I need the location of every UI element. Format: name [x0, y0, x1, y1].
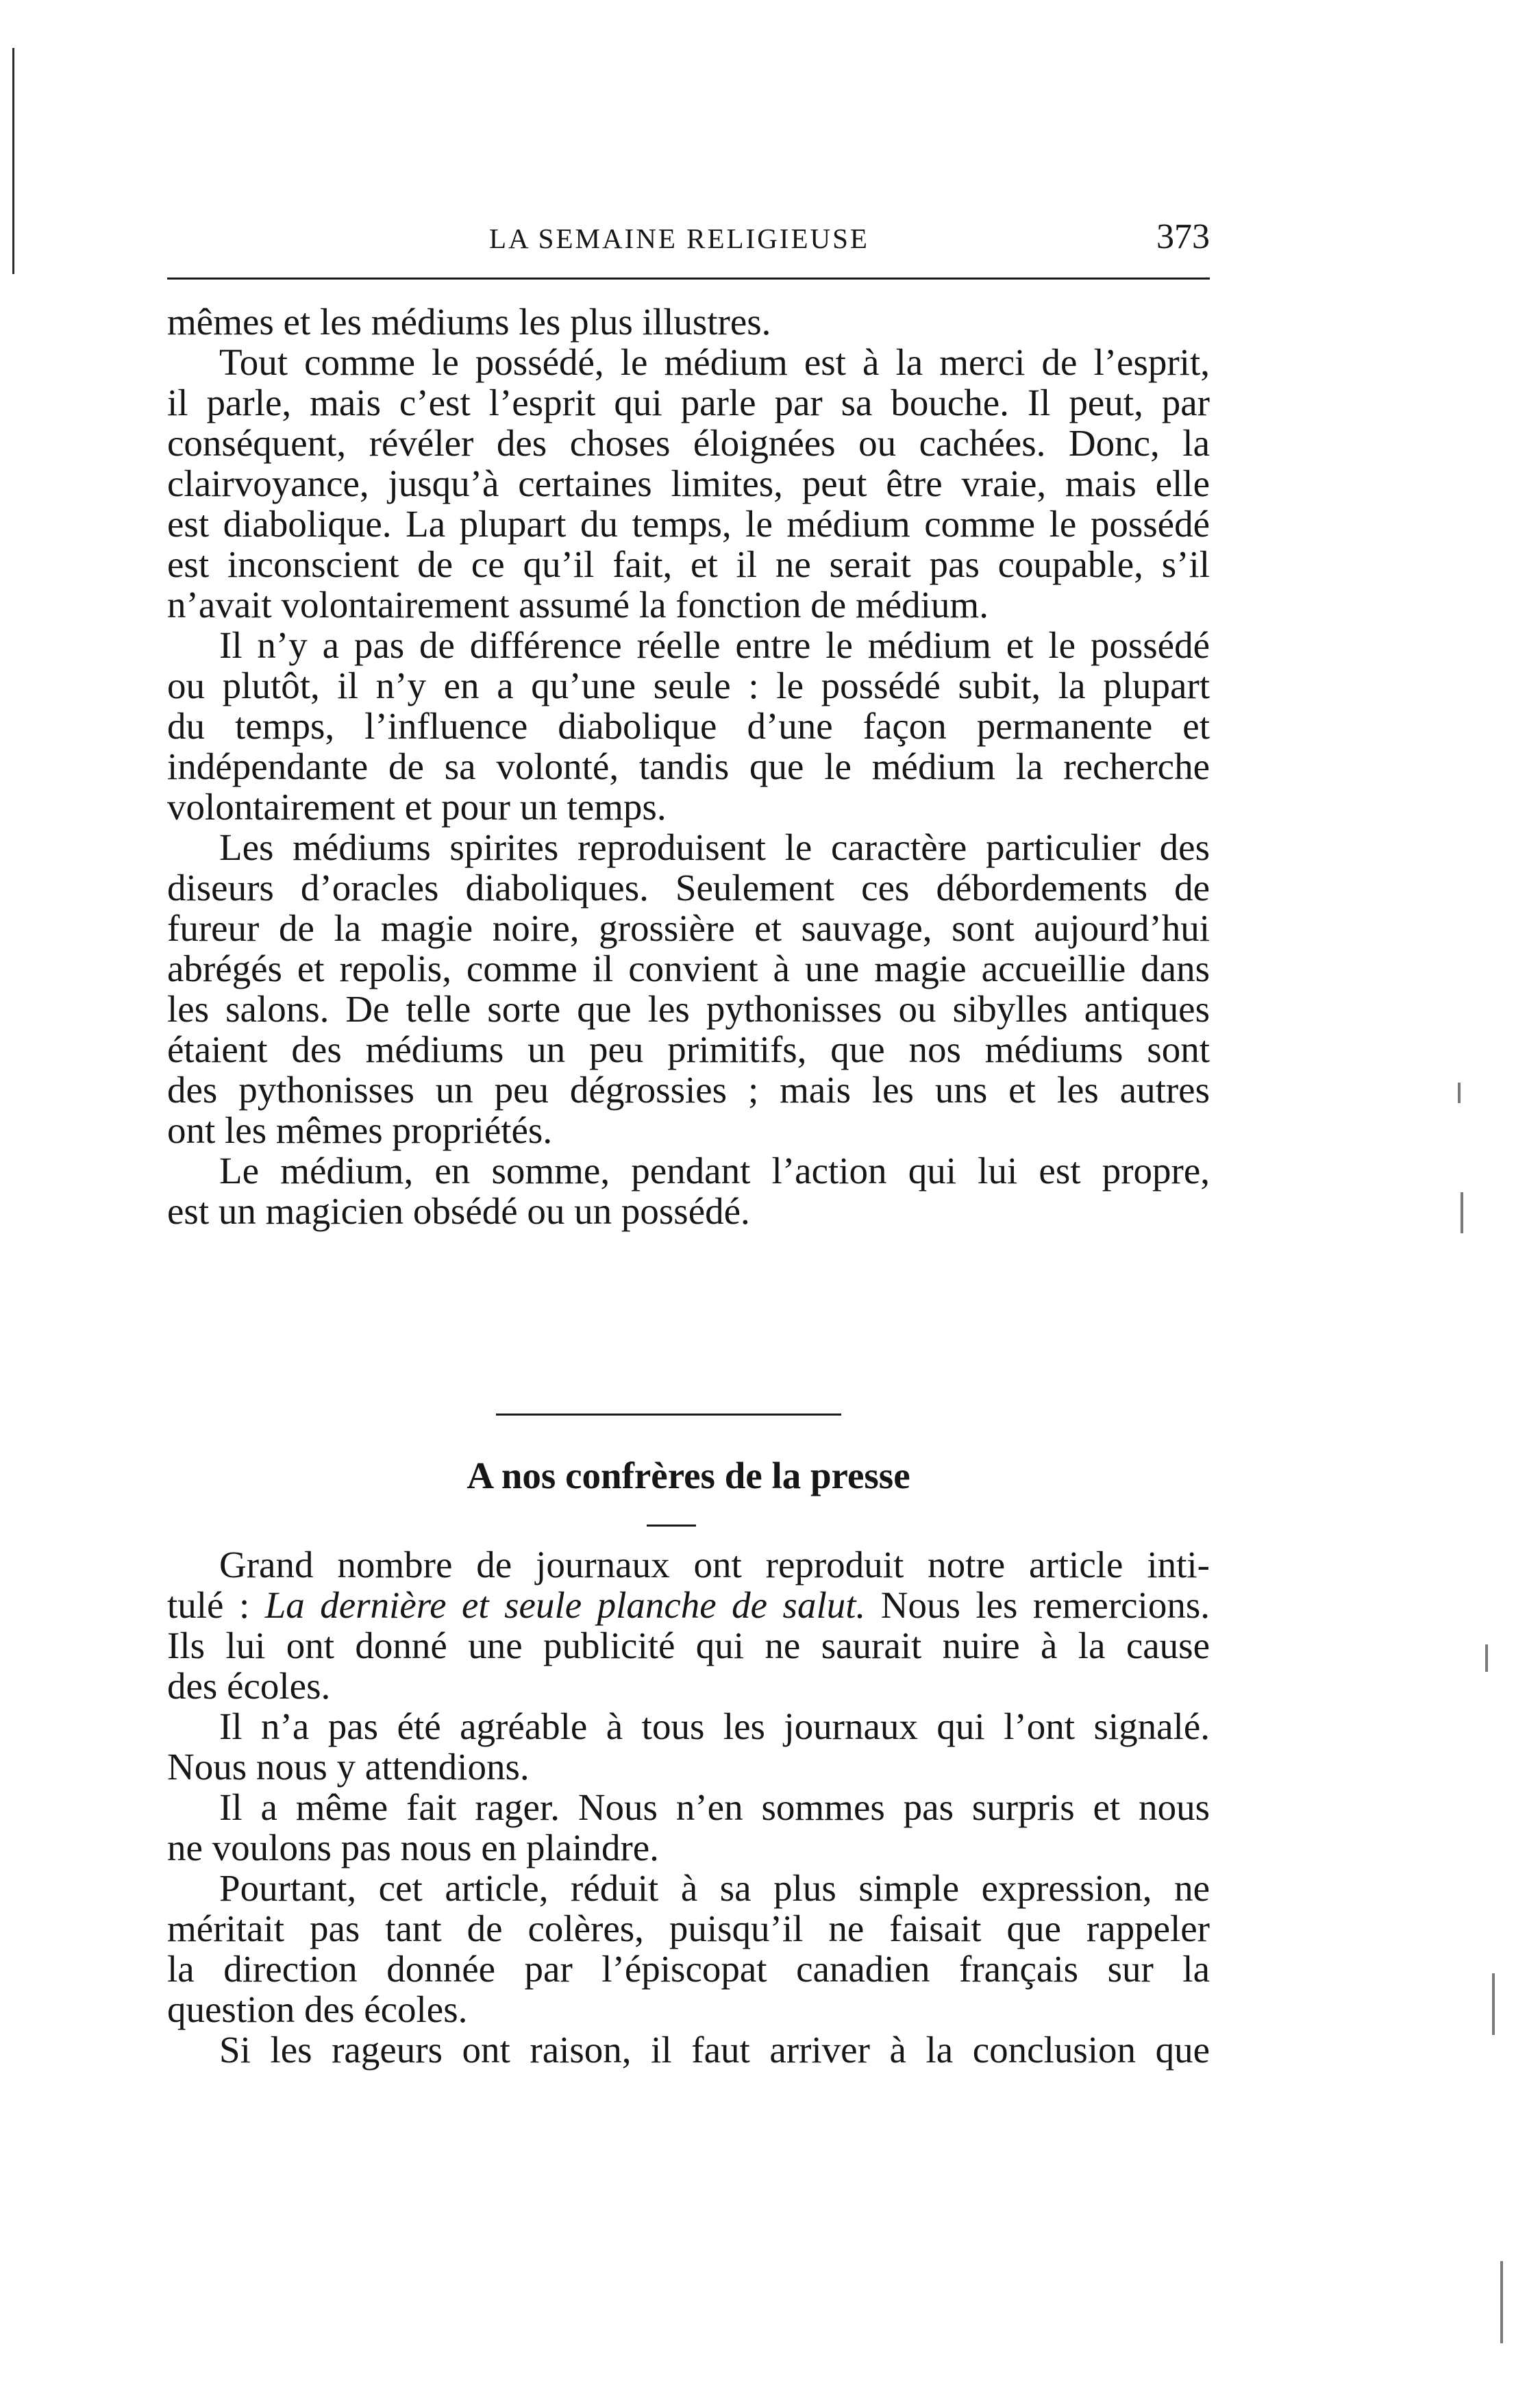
- text-line: Nous nous y attendions.: [167, 1746, 530, 1788]
- intro-suffix: Nous les remercions.: [865, 1584, 1210, 1626]
- section-divider: [496, 1414, 841, 1416]
- scan-speck: [1500, 2261, 1503, 2343]
- paragraph-start: Les médiums spirites reproduisent le caractère particulier des: [219, 826, 1210, 868]
- page-number: 373: [1156, 217, 1210, 256]
- text-line: clairvoyance, jusqu’à certaines limites, peut être vraie, mais elle: [167, 462, 1210, 504]
- text-line: les salons. De telle sorte que les pythonisses ou sibylles antiques: [167, 988, 1210, 1030]
- intro-prefix: tulé :: [167, 1584, 265, 1626]
- text-line: conséquent, révéler des choses éloignées ou cachées. Donc, la: [167, 422, 1210, 464]
- paragraph-start: Tout comme le possédé, le médium est à la merci de l’esprit,: [219, 341, 1210, 383]
- section-heading: A nos confrères de la presse: [467, 1455, 910, 1496]
- text-line: est un magicien obsédé ou un possédé.: [167, 1190, 750, 1232]
- paragraph-start: Il n’y a pas de différence réelle entre le médium et le possédé: [219, 624, 1210, 666]
- text-line: Ils lui ont donné une publicité qui ne saurait nuire à la cause: [167, 1625, 1210, 1666]
- text-line: ont les mêmes propriétés.: [167, 1109, 553, 1151]
- text-line: mêmes et les médiums les plus illustres.: [167, 301, 771, 343]
- running-head: [167, 212, 1210, 267]
- scan-speck: [1458, 1083, 1461, 1103]
- cited-article-title: La dernière et seule planche de salut.: [264, 1584, 866, 1626]
- text-line: ou plutôt, il n’y en a qu’une seule : le possédé subit, la plupart: [167, 665, 1210, 706]
- text-line: du temps, l’influence diabolique d’une façon permanente et: [167, 705, 1210, 747]
- scan-speck: [1492, 1973, 1495, 2035]
- scan-speck: [1461, 1192, 1463, 1233]
- text-line: question des écoles.: [167, 1988, 468, 2030]
- text-line: méritait pas tant de colères, puisqu’il ne faisait que rappeler: [167, 1908, 1210, 1949]
- text-line: est inconscient de ce qu’il fait, et il ne serait pas coupable, s’il: [167, 543, 1210, 585]
- paragraph-start: Grand nombre de journaux ont reproduit notre article inti-: [219, 1544, 1210, 1585]
- paragraph-start: Si les rageurs ont raison, il faut arriver à la conclusion que: [219, 2029, 1210, 2071]
- article-body: [167, 301, 1210, 1231]
- text-line: des pythonisses un peu dégrossies ; mais les uns et les autres: [167, 1069, 1210, 1111]
- text-line: la direction donnée par l’épiscopat canadien français sur la: [167, 1948, 1210, 1990]
- text-line: il parle, mais c’est l’esprit qui parle par sa bouche. Il peut, par: [167, 382, 1210, 423]
- running-title: LA SEMAINE RELIGIEUSE: [489, 223, 869, 254]
- heading-dash: [647, 1525, 696, 1527]
- text-line: n’avait volontairement assumé la fonction de médium.: [167, 584, 989, 626]
- text-line: étaient des médiums un peu primitifs, que nos médiums sont: [167, 1028, 1210, 1070]
- text-line: ne voulons pas nous en plaindre.: [167, 1827, 659, 1868]
- scan-speck: [1485, 1644, 1488, 1672]
- text-line: des écoles.: [167, 1665, 331, 1707]
- text-line: est diabolique. La plupart du temps, le médium comme le possédé: [167, 503, 1210, 545]
- header-rule: [167, 277, 1210, 280]
- text-line: indépendante de sa volonté, tandis que le médium la recherche: [167, 745, 1210, 787]
- text-line: diseurs d’oracles diaboliques. Seulement ces débordements de: [167, 867, 1210, 909]
- paragraph-start: Il n’a pas été agréable à tous les journaux qui l’ont signalé.: [219, 1705, 1210, 1747]
- paragraph-start: Pourtant, cet article, réduit à sa plus simple expression, ne: [219, 1867, 1210, 1909]
- text-line: abrégés et repolis, comme il convient à une magie accueillie dans: [167, 948, 1210, 989]
- paragraph-start: Le médium, en somme, pendant l’action qui lui est propre,: [219, 1150, 1210, 1192]
- text-line: fureur de la magie noire, grossière et sauvage, sont aujourd’hui: [167, 907, 1210, 949]
- scan-edge-mark: [12, 48, 14, 274]
- text-line: [167, 1585, 1210, 1625]
- text-line: volontairement et pour un temps.: [167, 786, 667, 828]
- article-body: [167, 1544, 1210, 2070]
- paragraph-start: Il a même fait rager. Nous n’en sommes pas surpris et nous: [219, 1786, 1210, 1828]
